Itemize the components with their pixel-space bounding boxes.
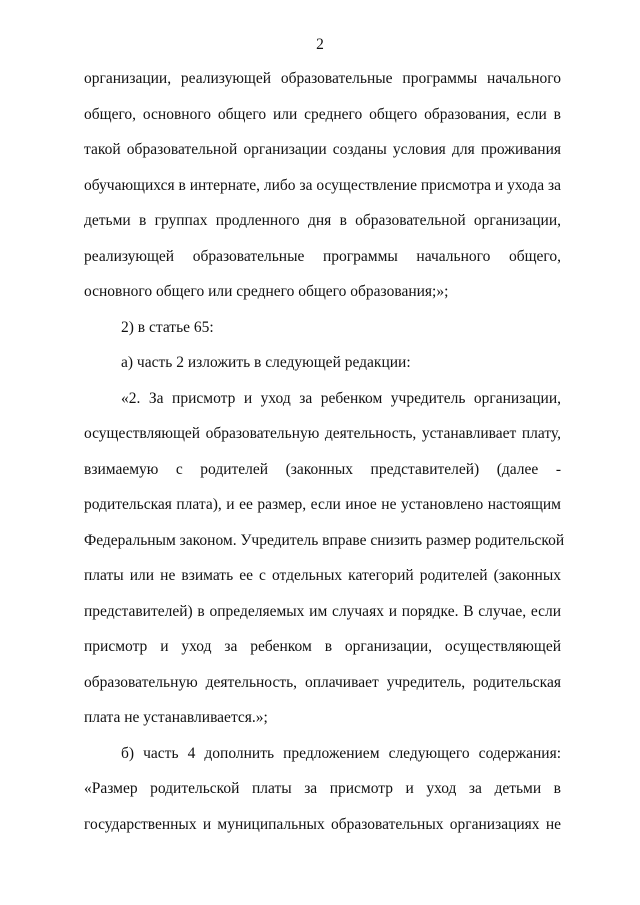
text-line: организации, реализующей образовательные программы начального bbox=[84, 70, 561, 87]
text-line: 2) в статье 65: bbox=[121, 319, 214, 336]
text-line: а) часть 2 изложить в следующей редакции: bbox=[121, 354, 411, 371]
text-line: платы или не взимать ее с отдельных категорий родителей (законных bbox=[84, 567, 561, 584]
text-line: б) часть 4 дополнить предложением следующего содержания: bbox=[121, 745, 561, 762]
text-line: плата не устанавливается.»; bbox=[84, 709, 268, 726]
text-line: государственных и муниципальных образовательных организациях не bbox=[84, 816, 561, 833]
text-line: «2. За присмотр и уход за ребенком учредитель организации, bbox=[121, 390, 561, 407]
text-line: реализующей образовательные программы начального общего, bbox=[84, 248, 561, 265]
text-line: родительская плата), и ее размер, если иное не установлено настоящим bbox=[84, 496, 561, 513]
text-line: осуществляющей образовательную деятельность, устанавливает плату, bbox=[84, 425, 561, 442]
text-line: обучающихся в интернате, либо за осуществление присмотра и ухода за bbox=[84, 177, 561, 194]
page-number: 2 bbox=[316, 36, 324, 53]
text-line: присмотр и уход за ребенком в организации, осуществляющей bbox=[84, 638, 561, 655]
text-line: общего, основного общего или среднего общего образования, если в bbox=[84, 106, 561, 123]
text-line: представителей) в определяемых им случаях и порядке. В случае, если bbox=[84, 603, 561, 620]
text-line: взимаемую с родителей (законных представителей) (далее - bbox=[84, 461, 561, 478]
text-line: образовательную деятельность, оплачивает учредитель, родительская bbox=[84, 674, 561, 691]
text-line: «Размер родительской платы за присмотр и уход за детьми в bbox=[84, 780, 561, 797]
text-line: основного общего или среднего общего образования;»; bbox=[84, 283, 449, 300]
text-line: такой образовательной организации созданы условия для проживания bbox=[84, 141, 561, 158]
text-line: Федеральным законом. Учредитель вправе снизить размер родительской bbox=[84, 532, 565, 549]
text-line: детьми в группах продленного дня в образовательной организации, bbox=[84, 212, 561, 229]
